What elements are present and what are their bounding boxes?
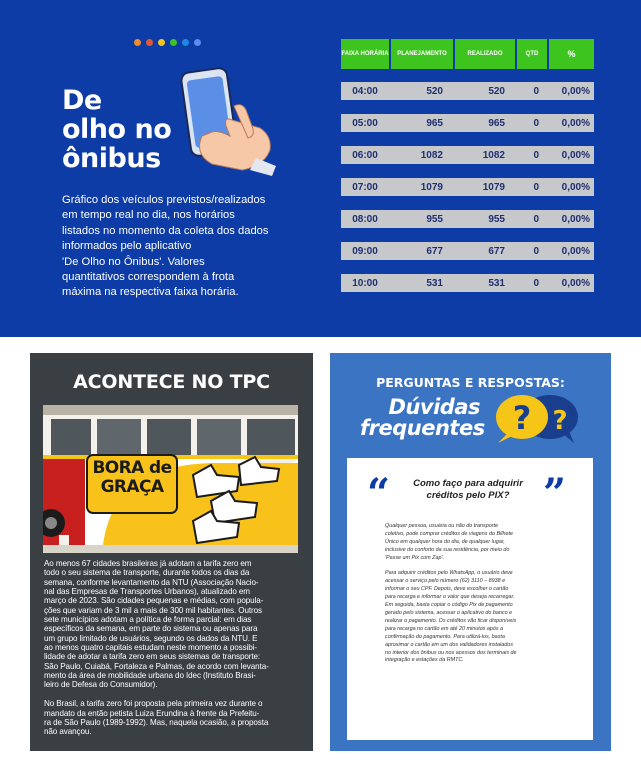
bus-sign-text: BORA de GRAÇA [92, 458, 172, 497]
table-row [341, 146, 594, 164]
table-row [341, 82, 594, 100]
cell-planned: 520 [426, 85, 443, 97]
dot [158, 39, 165, 46]
dot [170, 39, 177, 46]
cell-qtd: 0 [533, 117, 539, 129]
cell-qtd: 0 [533, 149, 539, 161]
cell-realized: 1079 [482, 181, 505, 193]
cell-realized: 955 [488, 213, 505, 225]
hero-title: De olho no ônibus [62, 85, 172, 174]
header-realizado: REALIZADO [455, 39, 515, 69]
news-body: Ao menos 67 cidades brasileiras já adotam a tarifa zero em todo o seu sistema de transporte, durante todos os dias da semana, conforme levantamento da NTU (Associação Nacio- nal das Empresas de Transportes Urbanos), atualizado em março de 2023. São cidades pequenas e médias, com popula- ções que variam de 3 mil a mais de 300 mil habitantes. Outros sete municípios adotam a política de forma parcial: em dias específicos da semana, em parte do sistema ou apenas para um grupo limitado de usuários, segundo os dados da NTU. E ao menos quatro capitais estudam neste momento a possibi- lidade de adotar a tarifa zero em seus sistemas de transporte: São Paulo, Cuiabá, Fortaleza e Palmas, de acordo com levanta- mento da área de mobilidade urbana do Idec (Instituto Brasi- leiro de Defesa do Consumidor). No Brasil, a tarifa zero foi proposta pela primeira vez durante o mandato da então petista Luiza Erundina à frente da Prefeitu- ra de São Paulo (1989-1992). Mas, naquela ocasião, a proposta não avançou. [44, 559, 269, 737]
cell-hour: 04:00 [352, 85, 378, 97]
table-header [341, 39, 594, 69]
header-planejamento: PLANEJAMENTO [391, 39, 453, 69]
news-title: ACONTECE NO TPC [73, 371, 270, 393]
hero-description: Gráfico dos veículos previstos/realizados em tempo real no dia, nos horários listados no momento da coleta dos dados informados pelo aplicativo 'De Olho no Ônibus'. Valores quantitativos correspondem à frota máxima na respectiva faixa horária. [62, 194, 269, 299]
cell-pct: 0,00% [561, 85, 590, 97]
fleet-section [0, 0, 641, 337]
cell-qtd: 0 [533, 181, 539, 193]
table-row [341, 274, 594, 292]
faq-subtitle: Dúvidas frequentes [360, 395, 485, 440]
cell-planned: 531 [426, 277, 443, 289]
cell-pct: 0,00% [561, 117, 590, 129]
cell-realized: 1082 [482, 149, 505, 161]
cell-planned: 1082 [420, 149, 443, 161]
table-row [341, 178, 594, 196]
cell-hour: 05:00 [352, 117, 378, 129]
cell-hour: 06:00 [352, 149, 378, 161]
cell-realized: 677 [488, 245, 505, 257]
cell-planned: 955 [426, 213, 443, 225]
dot [146, 39, 153, 46]
cell-qtd: 0 [533, 277, 539, 289]
dot [194, 39, 201, 46]
faq-title: PERGUNTAS E RESPOSTAS: [376, 375, 565, 390]
cell-realized: 965 [488, 117, 505, 129]
cell-planned: 1079 [420, 181, 443, 193]
cell-realized: 520 [488, 85, 505, 97]
faq-answer: Qualquer pessoa, usuária ou não do transporte coletivo, pode comprar créditos de viagens do Bilhete Único em qualquer hora do dia, de qualquer lugar, inclusive do conforto da sua residência, por meio do 'Passe um Pix com Zap'. Para adquirir créditos pelo WhatsApp, o usuário deve acessar o serviço pelo número (62) 3110 – 8938 e informar o seu CPF. Depois, deve escolher o cartão para recarga e informar o valor que deseja recarregar. Em seguida, basta copiar o código Pix de pagamento gerado pelo sistema, acessar o aplicativo do banco e realizar o pagamento. Os créditos vão ficar disponíveis para recarga no cartão em até 20 minutos após a confirmação do pagamento. Para utilizá-los, basta aproximar o cartão em um dos validadores instalados no interior dos ônibus ou nos acessos dos terminais de integração e estações da RMTC. [385, 523, 517, 664]
cell-hour: 08:00 [352, 213, 378, 225]
cell-planned: 677 [426, 245, 443, 257]
close-quote-icon: ” [543, 470, 567, 517]
cell-hour: 10:00 [352, 277, 378, 289]
cell-pct: 0,00% [561, 245, 590, 257]
cell-pct: 0,00% [561, 149, 590, 161]
hand-phone-icon [172, 66, 282, 176]
bus-photo [43, 405, 298, 553]
svg-text:?: ? [552, 406, 568, 436]
cell-pct: 0,00% [561, 277, 590, 289]
news-card [30, 353, 313, 751]
question-bubbles-icon [488, 393, 588, 445]
table-row [341, 210, 594, 228]
dot [134, 39, 141, 46]
color-dots [134, 39, 201, 46]
fleet-table [341, 39, 594, 289]
dot [182, 39, 189, 46]
faq-card [330, 353, 611, 751]
header-percent: % [549, 39, 594, 69]
cell-realized: 531 [488, 277, 505, 289]
cell-hour: 07:00 [352, 181, 378, 193]
cell-planned: 965 [426, 117, 443, 129]
svg-text:?: ? [512, 399, 532, 437]
table-row [341, 242, 594, 260]
cell-qtd: 0 [533, 85, 539, 97]
faq-question: Como faço para adquirir créditos pelo PIX? [413, 478, 523, 501]
cell-hour: 09:00 [352, 245, 378, 257]
header-faixa-horaria: FAIXA HORÁRIA [341, 39, 389, 69]
cell-qtd: 0 [533, 213, 539, 225]
cell-pct: 0,00% [561, 213, 590, 225]
cell-pct: 0,00% [561, 181, 590, 193]
faq-answer-box [347, 458, 593, 740]
header-qtd: QTD [517, 39, 547, 69]
table-row [341, 114, 594, 132]
open-quote-icon: “ [367, 470, 391, 517]
cell-qtd: 0 [533, 245, 539, 257]
